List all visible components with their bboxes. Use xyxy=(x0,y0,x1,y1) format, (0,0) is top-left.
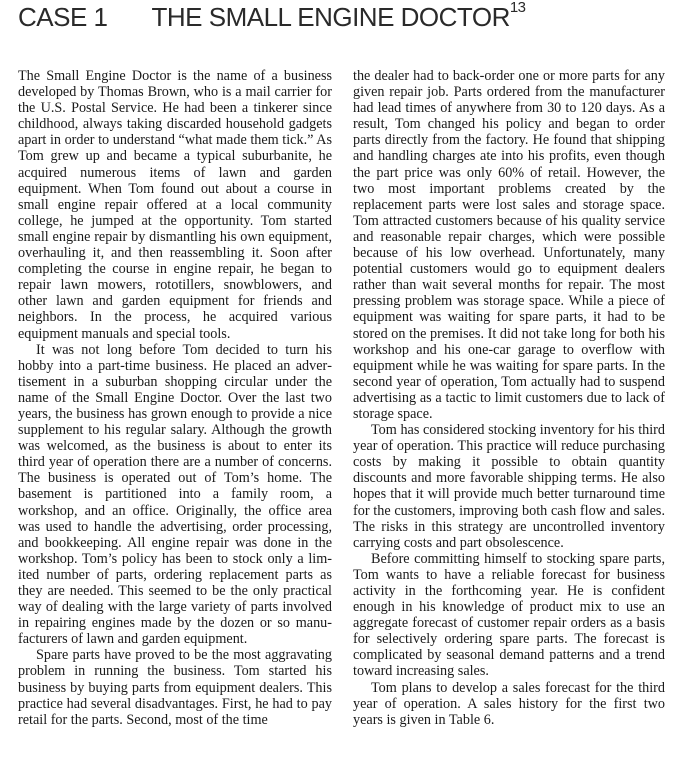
paragraph: the dealer had to back-order one or more parts for any given repair job. Parts ordered from the manufacturer had lead times of anywhere from 30 to 120 days. As a result, Tom changed his policy and began to order parts directly from the factory. He found that shipping and handling charges ate into his profits, even though the part price was only 60% of retail. However, the two most important problems created by the replacement parts were lost sales and storage space. Tom attracted customers because of his quality service and reasonable repair charges, which were possible because of his low overhead. Unfortunately, many potential customers would go to equipment dealers rather than wait several months for repair. The most pressing problem was storage space. While a piece of equipment was waiting for spare parts, it had to be stored on the premises. It did not take long for both his workshop and his one-car garage to overflow with equipment while he was waiting for spare parts. In the second year of operation, Tom actually had to suspend advertising as a tactic to limit customers due to lack of storage space. xyxy=(353,68,665,422)
footnote-reference: 13 xyxy=(509,0,526,16)
paragraph: The Small Engine Doctor is the name of a business developed by Thomas Brown, who is a mail carrier for the U.S. Postal Service. He had been a tinkerer since childhood, always taking discarded household gadgets apart in order to understand “what made them tick.” As Tom grew up and became a typical suburbanite, he acquired numerous items of lawn and garden equipment. When Tom found out about a course in small engine repair offered at a local community college, he jumped at the opportunity. Tom started small engine repair by dismantling his own equipment, overhauling it, and then reassembling it. Soon after completing the course in engine repair, he began to repair lawn mowers, rototillers, snowblowers, and other lawn and garden equipment for friends and neighbors. In the process, he acquired various equipment manuals and special tools. xyxy=(18,68,332,342)
right-column xyxy=(353,68,665,728)
case-heading xyxy=(18,2,526,42)
paragraph: Tom has considered stocking inventory for his third year of operation. This practice will reduce purchasing costs by making it possible to obtain quantity discounts and more favorable shipping terms. He also hopes that it will provide much better turnaround time for the customers, improving both cash flow and sales. The risks in this strategy are uncontrolled inventory carrying costs and part obsolescence. xyxy=(353,422,665,551)
paragraph: Before committing himself to stocking spare parts, Tom wants to have a reliable forecast for business activity in the forthcoming year. He is confident enough in his knowledge of product mix to use an aggregate forecast of customer repair orders as a basis for selectively ordering spare parts. The forecast is complicated by seasonal demand patterns and a trend toward increasing sales. xyxy=(353,550,665,680)
case-label: CASE 1 xyxy=(18,2,108,32)
case-title: THE SMALL ENGINE DOCTOR xyxy=(151,2,510,32)
paragraph: Tom plans to develop a sales forecast for the third year of operation. A sales history for the first two years is given in Table 6. xyxy=(353,679,665,728)
paragraph: It was not long before Tom decided to turn his hobby into a part-time business. He placed an advertisement in a suburban shopping circular under the name of the Small Engine Doctor. Over the last two years, the business has grown enough to provide a nice supplement to his regular salary. Although the growth was welcomed, as the business is about to enter its third year of operation there are a number of concerns. The business is operated out of Tom’s home. The basement is partitioned into a family room, a workshop, and an office. Originally, the office area was used to handle the advertising, order processing, and bookkeeping. All engine repair was done in the workshop. Tom’s policy has been to stock only a limited number of parts, ordering replacement parts as they are needed. This seemed to be the only practical way of dealing with the large variety of parts involved in repairing engines made by the dozen or so manufacturers of lawn and garden equipment. xyxy=(18,341,332,648)
left-column xyxy=(18,68,332,728)
paragraph: Spare parts have proved to be the most aggravating problem in running the business. Tom started his business by buying parts from equipment dealers. This practice had several disadvantages. First, he had to pay retail for the parts. Second, most of the time xyxy=(18,647,332,728)
